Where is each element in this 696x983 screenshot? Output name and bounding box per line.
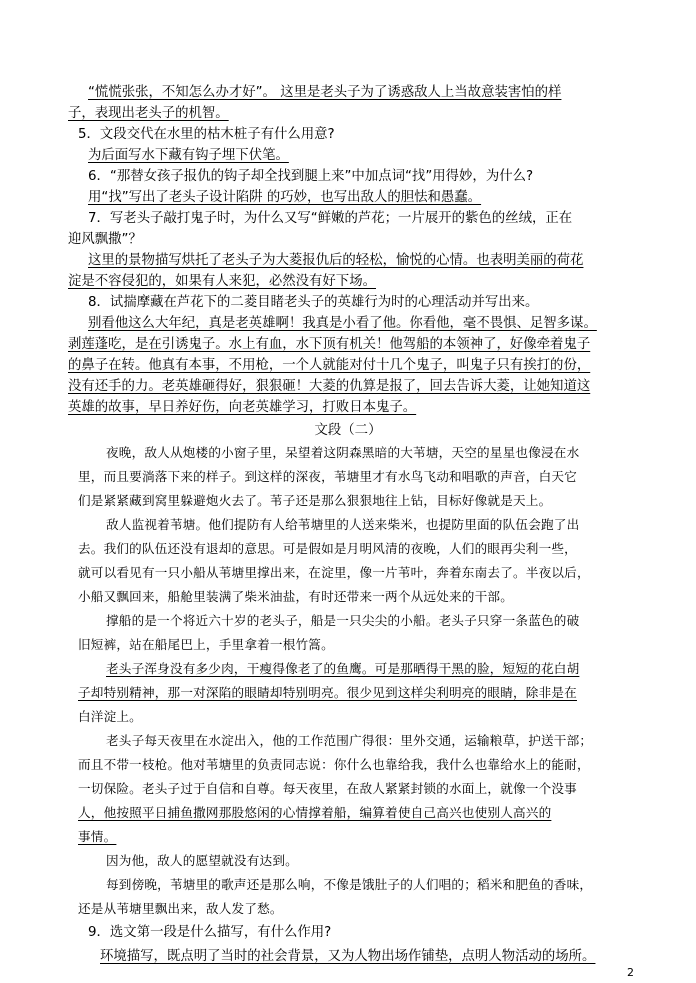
- answer-line: 子，表现出老头子的机智。: [68, 106, 229, 121]
- answer-7: 这里的景物描写烘托了老头子为大菱报仇后的轻松，愉悦的心情。也表明美丽的荷花: [88, 253, 584, 268]
- question-8: 8．试揣摩藏在芦花下的二菱目睹老头子的英雄行为时的心理活动并写出来。: [88, 295, 539, 310]
- passage-line-underlined: 子却特别精神，那一对深陷的眼睛却特别明亮。很少见到这样尖利明亮的眼睛，除非是在: [78, 685, 577, 700]
- page-number: 2: [627, 966, 634, 979]
- passage-line: 夜晚，敌人从炮楼的小窗子里，呆望着这阴森黑暗的大苇塘，天空的星星也像浸在水: [106, 445, 580, 460]
- answer-7-cont: 淀是不容侵犯的，如果有人来犯，必然没有好下场。: [68, 274, 376, 289]
- passage-line: 旧短裤，站在船尾巴上，手里拿着一根竹篙。: [78, 637, 334, 652]
- question-7: 7．写老头子敲打鬼子时，为什么又写“鲜嫩的芦花；一片展开的紫色的丝绒，正在: [88, 211, 573, 226]
- question-7-cont: 迎风飘撒”？: [68, 232, 142, 247]
- passage-line: 每到傍晚，苇塘里的歌声还是那么响，不像是饿肚子的人们唱的；稻米和肥鱼的香味，: [106, 877, 593, 892]
- answer-9: 环境描写，既点明了当时的社会背景，又为人物出场作铺垫，点明人物活动的场所。: [100, 949, 596, 964]
- answer-5: 为后面写水下藏有钩子埋下伏笔。: [88, 148, 289, 163]
- answer-8-cont: 英雄的故事，早日养好伤，向老英雄学习，打败日本鬼子。: [68, 400, 417, 415]
- question-6: 6．“那替女孩子报仇的钩子却全找到腿上来”中加点词“找”用得妙，为什么?: [88, 169, 534, 184]
- passage-line: 敌人监视着苇塘。他们提防有人给苇塘里的人送来柴米，也提防里面的队伍会跑了出: [106, 517, 580, 532]
- answer-8-cont: 的鼻子在转。他真有本事，不用枪，一个人就能对付十几个鬼子，叫鬼子只有挨打的份，: [68, 358, 591, 373]
- passage-line: 撑船的是一个将近六十岁的老头子，船是一只尖尖的小船。老头子只穿一条蓝色的破: [106, 613, 580, 628]
- passage-line-underlined: 老头子浑身没有多少肉，干瘦得像老了的鱼鹰。可是那晒得干黑的脸，短短的花白胡: [106, 661, 580, 676]
- question-5: 5．文段交代在水里的枯木桩子有什么用意?: [78, 127, 335, 142]
- answer-6: 用“找”写出了老头子设计陷阱 的巧妙，也写出敌人的胆怯和愚蠢。: [88, 190, 482, 205]
- passage-line-underlined: 事情。: [78, 829, 117, 844]
- passage-line: 就可以看见有一只小船从苇塘里撑出来，在淀里，像一片苇叶，奔着东南去了。半夜以后，: [78, 565, 590, 580]
- passage-line-underlined: 人，他按照平日捕鱼撒网那股悠闲的心情撑着船，编算着使自己高兴也使别人高兴的: [78, 805, 552, 820]
- passage-line: 而且不带一枝枪。他对苇塘里的负责同志说：你什么也靠给我，我什么也靠给水上的能耐，: [78, 757, 590, 772]
- answer-line: “慌慌张张，不知怎么办才好”。 这里是老头子为了诱惑敌人上当故意装害怕的样: [88, 85, 562, 100]
- answer-8: 别看他这么大年纪，真是老英雄啊！我真是小看了他。你看他，毫不畏惧、足智多谋。: [88, 316, 597, 331]
- passage-line: 里，而且要淌落下来的样子。到这样的深夜，苇塘里才有水鸟飞动和唱歌的声音，白天它: [78, 469, 577, 484]
- answer-8-cont: 没有还手的力。老英雄砸得好，狠狠砸！大菱的仇算是报了，回去告诉大菱，让她知道这: [68, 379, 591, 394]
- passage-line: 白洋淀上。: [78, 709, 142, 724]
- passage-line: 一切保险。老头子过于自信和自尊。每天夜里，在敌人紧紧封锁的水面上，就像一个没事: [78, 781, 577, 796]
- passage-line: 还是从苇塘里飘出来，敌人发了愁。: [78, 901, 283, 916]
- passage-line: 老头子每天夜里在水淀出入，他的工作范围广得很：里外交通，运输粮草，护送干部；: [106, 733, 593, 748]
- answer-8-cont: 剥莲蓬吃，是在引诱鬼子。水上有血，水下顶有机关！他驾船的本领神了，好像牵着鬼子: [68, 337, 591, 352]
- section-title: 文段（二）: [314, 423, 382, 438]
- passage-line: 小船又飘回来，船舱里装满了柴米油盐，有时还带来一两个从远处来的干部。: [78, 589, 513, 604]
- passage-line: 因为他，敌人的愿望就没有达到。: [106, 853, 298, 868]
- passage-line: 们是紧紧藏到窝里躲避炮火去了。苇子还是那么狠狠地往上钻，目标好像就是天上。: [78, 493, 552, 508]
- question-9: 9．选文第一段是什么描写，有什么作用?: [88, 925, 332, 940]
- passage-line: 去。我们的队伍还没有退却的意思。可是假如是月明风清的夜晚，人们的眼再尖利一些，: [78, 541, 577, 556]
